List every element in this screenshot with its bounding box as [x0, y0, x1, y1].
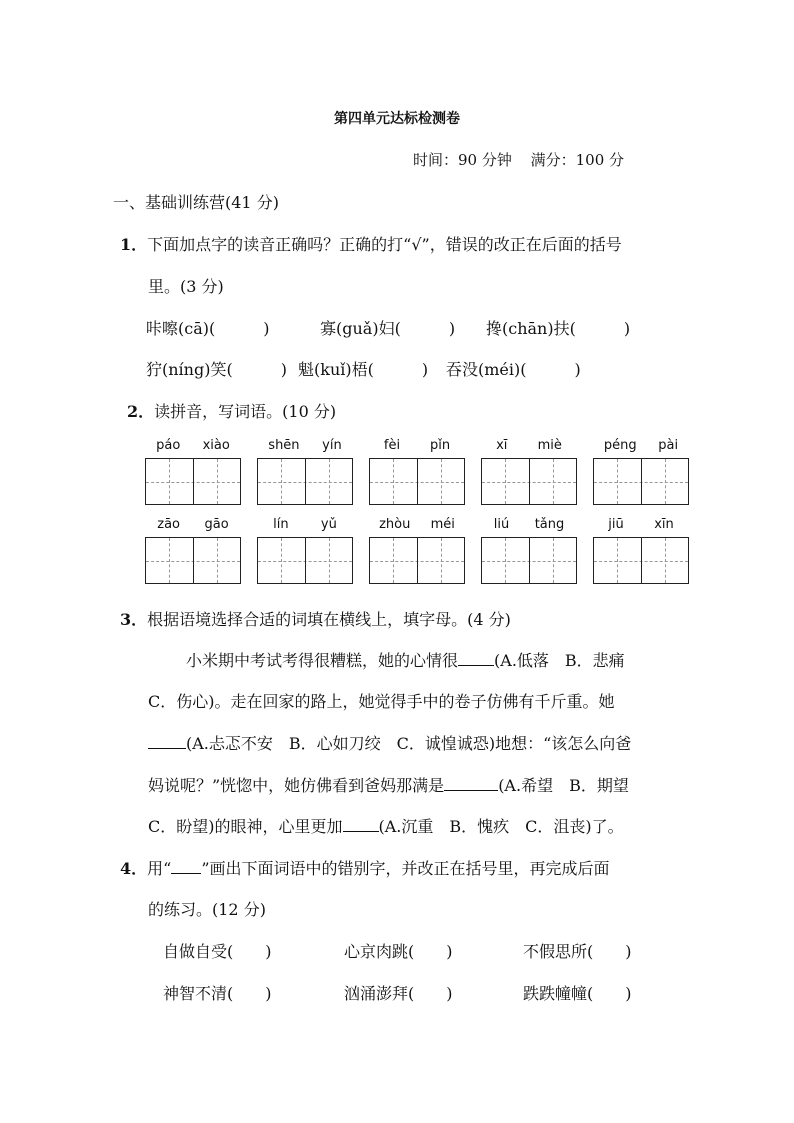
- q1-item: 寡(guǎ)妇( ): [320, 319, 456, 338]
- pinyin-label: [369, 438, 465, 453]
- question-text: 下面加点字的读音正确吗？正确的打“√”，错误的改正在后面的括号: [147, 235, 622, 254]
- question-4-cont: 的练习。(12 分): [148, 900, 266, 919]
- pinyin-label: [369, 517, 465, 532]
- pinyin-syllable: péng: [603, 438, 637, 453]
- q3-paragraph-line: C．盼望)的眼神，心里更加 (A.沉重 B．愧疚 C．沮丧)了。: [148, 817, 624, 836]
- question-number: 4．: [120, 859, 148, 878]
- pinyin-syllable: liú: [493, 517, 510, 532]
- q4-word: 汹涌澎拜( ): [344, 984, 453, 1003]
- question-1-cont: 里。(3 分): [148, 277, 224, 296]
- pinyin-label: [145, 438, 241, 453]
- q4-word: 心京肉跳( ): [344, 942, 453, 961]
- pinyin-syllable: gāo: [204, 517, 229, 532]
- q4-word: 跌跌幢幢( ): [523, 984, 632, 1003]
- writing-grid-box[interactable]: [481, 458, 577, 505]
- answer-blank[interactable]: [458, 651, 494, 666]
- q4-word: 不假思所( ): [523, 942, 632, 961]
- pinyin-syllable: yǔ: [320, 517, 337, 532]
- writing-grid-box[interactable]: [257, 458, 353, 505]
- pinyin-syllable: méi: [430, 517, 455, 532]
- writing-grid-box[interactable]: [593, 537, 689, 584]
- question-number: 2．: [127, 402, 155, 421]
- q3-paragraph-line: C．伤心)。走在回家的路上，她觉得手中的卷子仿佛有千斤重。她: [148, 692, 615, 711]
- pinyin-syllable: miè: [537, 438, 562, 453]
- pinyin-syllable: xīn: [654, 517, 674, 532]
- pinyin-label: [481, 517, 577, 532]
- answer-blank[interactable]: [444, 776, 498, 791]
- pinyin-label: [593, 517, 689, 532]
- pinyin-syllable: tǎng: [534, 517, 565, 532]
- writing-grid-box[interactable]: [593, 458, 689, 505]
- pinyin-syllable: zāo: [157, 517, 181, 532]
- page-title: 第四单元达标检测卷: [334, 111, 460, 127]
- answer-blank[interactable]: [148, 734, 186, 749]
- q1-item: 咔嚓(cā)( ): [146, 319, 270, 338]
- time-limit: 时间：90 分钟: [413, 151, 512, 169]
- pinyin-syllable: páo: [156, 438, 181, 453]
- pinyin-syllable: pài: [658, 438, 679, 453]
- q3-paragraph-line: 妈说呢？”恍惚中，她仿佛看到爸妈那满是 (A.希望 B．期望: [148, 776, 629, 795]
- q3-paragraph-line: (A.忐忑不安 B．心如刀绞 C．诚惶诚恐)地想：“该怎么向爸: [148, 731, 631, 754]
- question-3: [120, 607, 511, 630]
- writing-grid-box[interactable]: [369, 537, 465, 584]
- pinyin-syllable: jiū: [608, 517, 624, 532]
- full-score: 满分：100 分: [530, 151, 625, 169]
- writing-grid-box[interactable]: [145, 537, 241, 584]
- pinyin-syllable: fèi: [383, 438, 401, 453]
- answer-blank[interactable]: [343, 817, 379, 832]
- writing-grid-box[interactable]: [145, 458, 241, 505]
- pinyin-syllable: shēn: [268, 438, 300, 453]
- pinyin-label: [257, 517, 353, 532]
- question-text: 读拼音，写词语。(10 分): [154, 402, 337, 421]
- pinyin-label: [145, 517, 241, 532]
- writing-grid-box[interactable]: [257, 537, 353, 584]
- q4-word: 神智不清( ): [163, 984, 272, 1003]
- writing-grid-box[interactable]: [481, 537, 577, 584]
- q1-item: 搀(chān)扶( ): [486, 319, 631, 338]
- pinyin-label: [593, 438, 689, 453]
- pinyin-syllable: zhòu: [379, 517, 411, 532]
- question-4: 4．用“ ”画出下面词语中的错别字，并改正在括号里，再完成后面: [120, 859, 610, 878]
- section-heading: 一、基础训练营(41 分): [113, 193, 279, 212]
- question-number: 3．: [120, 610, 148, 629]
- pinyin-syllable: xiào: [202, 438, 230, 453]
- question-text: 根据语境选择合适的词填在横线上，填字母。(4 分): [147, 610, 511, 629]
- q1-item: 魁(kuǐ)梧( ): [298, 360, 429, 379]
- underline-sample: [171, 859, 201, 874]
- q1-item: 吞没(méi)( ): [446, 360, 581, 379]
- pinyin-syllable: lín: [273, 517, 289, 532]
- pinyin-label: [257, 438, 353, 453]
- pinyin-syllable: xī: [496, 438, 508, 453]
- pinyin-label: [481, 438, 577, 453]
- question-number: 1．: [120, 235, 148, 254]
- pinyin-syllable: pǐn: [429, 438, 451, 453]
- q3-paragraph-line: 小米期中考试考得很糟糕，她的心情很 (A.低落 B．悲痛: [186, 651, 625, 670]
- q4-word: 自做自受( ): [163, 942, 272, 961]
- writing-grid-box[interactable]: [369, 458, 465, 505]
- q1-item: 狞(níng)笑( ): [146, 360, 287, 379]
- pinyin-syllable: yín: [322, 438, 342, 453]
